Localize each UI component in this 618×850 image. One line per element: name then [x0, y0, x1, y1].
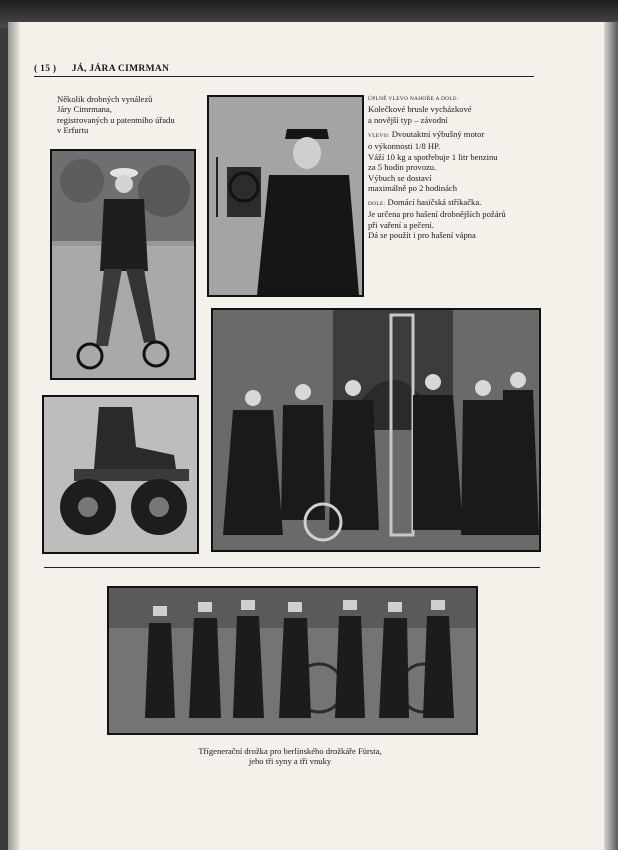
sprayer-caption — [368, 197, 548, 241]
page-number: ( 15 ) — [34, 64, 57, 74]
caption-line: Je určena pro hašení drobnějších požárů — [368, 209, 506, 220]
caption-line: a novější typ – závodní — [368, 114, 448, 125]
section-divider — [44, 567, 540, 568]
caption-line: registrovaných u patentního úřadu — [57, 114, 175, 125]
caption-tag: DOLE: — [368, 201, 386, 207]
caption-text: Dvoutaktní výbušný motor — [391, 129, 485, 139]
photo-walking-skates-art — [52, 151, 194, 378]
intro-caption — [57, 94, 207, 136]
photo-walking-skates — [50, 149, 196, 380]
caption-line: o výkonnosti 1/8 HP. — [368, 141, 441, 152]
skates-caption — [368, 94, 543, 125]
caption-line — [368, 197, 548, 209]
running-title: JÁ, JÁRA CIMRMAN — [71, 64, 170, 74]
running-header — [34, 64, 169, 74]
caption-line: Třígenerační drožka pro berlínského drožkáře Fürsta, — [198, 746, 382, 756]
photo-fire-sprayer-art — [213, 310, 539, 550]
caption-line: Kolečkové brusle vycházkové — [368, 104, 472, 115]
scan-right-edge — [604, 22, 618, 850]
photo-droshky-art — [109, 588, 476, 733]
photo-droshky — [107, 586, 478, 735]
photo-motor — [207, 95, 364, 297]
droshky-caption — [150, 746, 430, 767]
photo-motor-art — [209, 97, 362, 295]
caption-line: v Erfurtu — [57, 125, 89, 136]
caption-text: Domácí hasičská stříkačka. — [387, 197, 482, 207]
photo-fire-sprayer-group — [211, 308, 541, 552]
caption-line: Járy Cimrmana, — [57, 104, 112, 115]
photo-racing-skate — [42, 395, 199, 554]
caption-tag: VLEVO: — [368, 133, 390, 139]
caption-line: Dá se použít i pro hašení vápna — [368, 230, 476, 241]
caption-tag: ÚPLNĚ VLEVO NAHOŘE A DOLE: — [368, 96, 459, 102]
caption-line: jeho tři syny a tři vnuky — [248, 756, 332, 767]
photo-racing-skate-art — [44, 397, 197, 552]
caption-line: za 5 hodin provozu. — [368, 162, 437, 173]
page-gutter — [8, 22, 20, 850]
caption-line — [368, 129, 548, 141]
caption-line: Několik drobných vynálezů — [57, 94, 153, 104]
header-rule — [34, 76, 534, 77]
caption-line: při vaření a pečení. — [368, 219, 434, 230]
caption-line: Výbuch se dostaví — [368, 172, 432, 183]
caption-line: maximálně po 2 hodinách — [368, 183, 458, 194]
motor-caption — [368, 129, 548, 193]
caption-line: Váží 10 kg a spotřebuje 1 litr benzinu — [368, 151, 498, 162]
